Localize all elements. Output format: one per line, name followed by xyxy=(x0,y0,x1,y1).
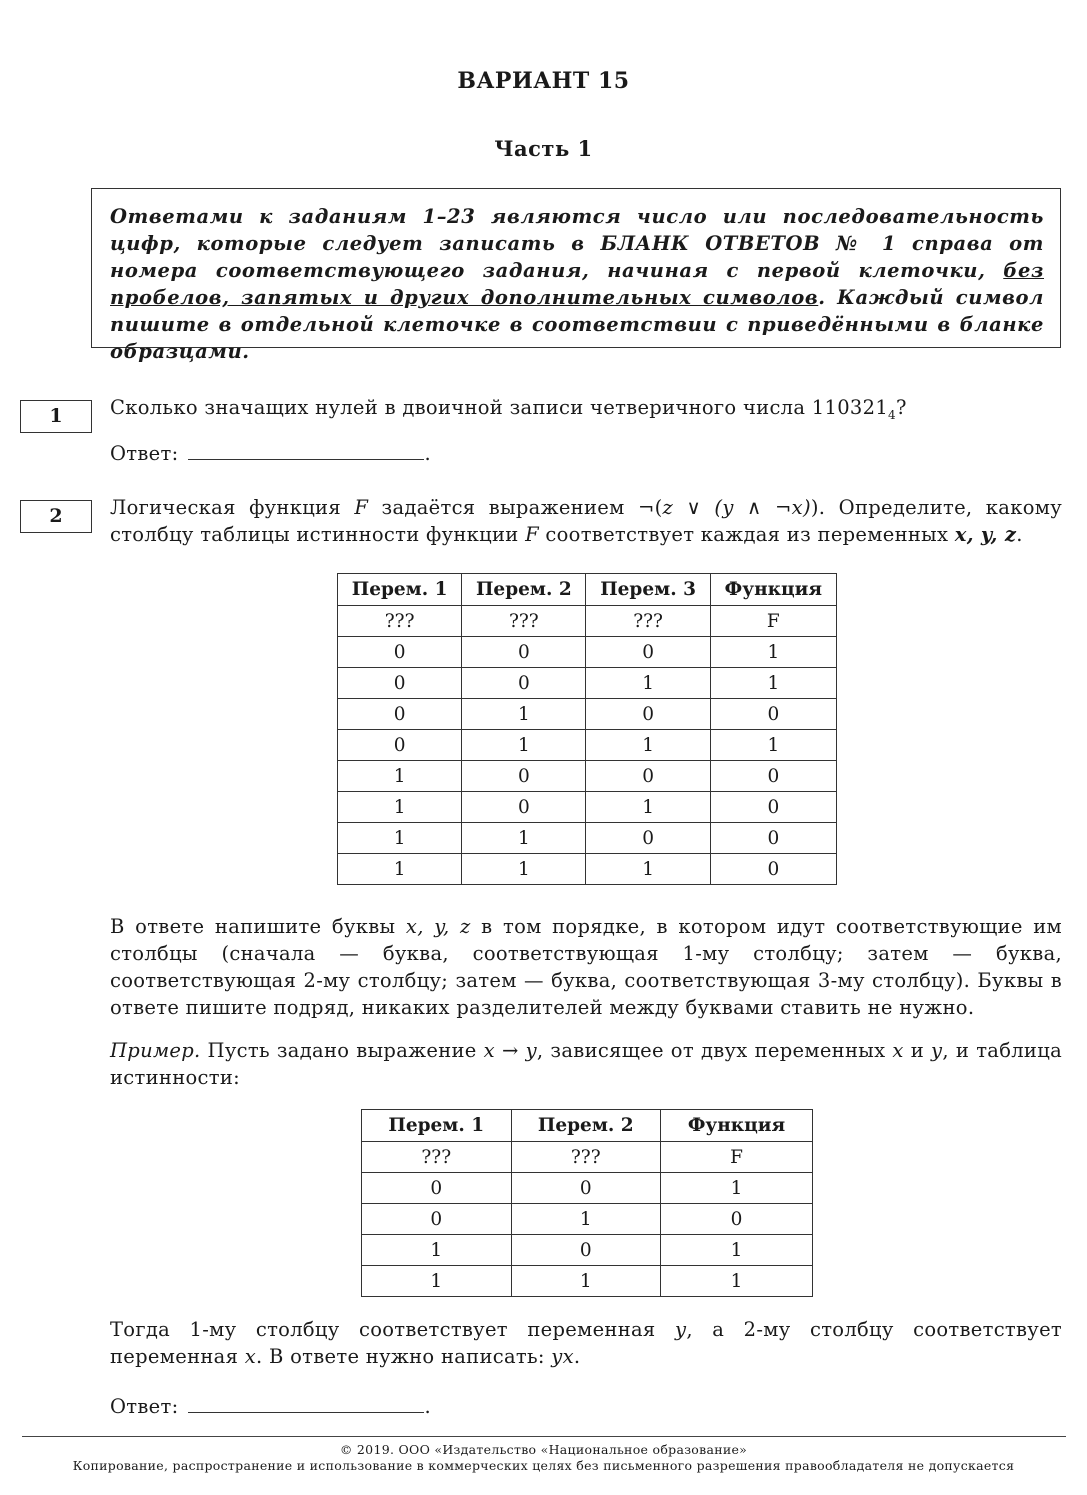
footer-notice: Копирование, распространение и использование в коммерческих целях без письменного разрешения правообладателя не допускается xyxy=(72,1458,1015,1473)
table-row xyxy=(362,1204,813,1235)
table-cell: 0 xyxy=(710,699,836,730)
table-cell: 0 xyxy=(511,1235,661,1266)
table-cell: 0 xyxy=(362,1204,512,1235)
table-cell: 0 xyxy=(338,699,462,730)
instructions-box xyxy=(91,188,1061,363)
table-cell: 0 xyxy=(462,792,586,823)
table-row xyxy=(338,792,837,823)
table-cell: 1 xyxy=(586,792,710,823)
table-header-cell: Функция xyxy=(710,574,836,606)
table-row xyxy=(338,854,837,885)
table-cell: ??? xyxy=(362,1142,512,1173)
task1-question: Сколько значащих нулей в двоичной записи четверичного числа $110321_4$? xyxy=(110,396,907,422)
table-cell: 0 xyxy=(661,1204,813,1235)
footer-divider xyxy=(22,1436,1066,1437)
task-number-1: 1 xyxy=(20,400,92,433)
table-cell: 1 xyxy=(710,668,836,699)
table-cell: 0 xyxy=(710,792,836,823)
table-cell: 0 xyxy=(586,761,710,792)
table-cell: ??? xyxy=(511,1142,661,1173)
table-cell: 0 xyxy=(710,761,836,792)
table-cell: 1 xyxy=(338,823,462,854)
task2-answer-label: Ответ: xyxy=(110,1395,179,1418)
table-cell: 0 xyxy=(586,823,710,854)
table-header-cell: Перем. 1 xyxy=(362,1110,512,1142)
table-row xyxy=(362,1235,813,1266)
table-cell: 0 xyxy=(710,854,836,885)
table-cell: 1 xyxy=(462,730,586,761)
table-cell: 1 xyxy=(338,761,462,792)
table-header-cell: Перем. 2 xyxy=(462,574,586,606)
table-header-cell: Перем. 1 xyxy=(338,574,462,606)
task2-explanation: В ответе напишите буквы x, y, z в том порядке, в котором идут соответствующие им столбцы (сначала — буква, соответствующая 1-му столбцу; затем — буква, соответствующая 2-му столбцу; затем — буква, соответствующая 3-му столбцу). Буквы в ответе пишите подряд, никаких разделителей между буквами ставить не нужно. xyxy=(110,915,1062,1019)
table-header-cell: Перем. 3 xyxy=(586,574,710,606)
table-cell: 1 xyxy=(661,1266,813,1297)
table-cell: 0 xyxy=(338,668,462,699)
table-cell: F xyxy=(661,1142,813,1173)
table-cell: 1 xyxy=(586,730,710,761)
table-row xyxy=(362,1142,813,1173)
instructions-text-b: . Каждый символ пишите в отдельной клеточке в соответствии с приведёнными в бланке образцами. xyxy=(110,286,1044,363)
table-cell: 1 xyxy=(362,1235,512,1266)
table-cell: 1 xyxy=(362,1266,512,1297)
instructions-text-a: Ответами к заданиям 1–23 являются число или последовательность цифр, которые следует записать в БЛАНК ОТВЕТОВ № 1 справа от номера соответствующего задания, начиная с первой клеточки, xyxy=(110,205,1044,282)
table-row xyxy=(338,730,837,761)
variant-title: ВАРИАНТ 15 xyxy=(457,68,630,94)
table-cell: 1 xyxy=(661,1235,813,1266)
table-cell: 1 xyxy=(462,854,586,885)
table-cell: 1 xyxy=(586,854,710,885)
task1-answer-row: Ответ: . xyxy=(110,442,431,465)
table-cell: 1 xyxy=(462,699,586,730)
footer-copyright: © 2019. ООО «Издательство «Национальное образование» xyxy=(339,1442,748,1457)
table-cell: 1 xyxy=(710,730,836,761)
table-cell: 0 xyxy=(511,1173,661,1204)
table-cell: 0 xyxy=(586,699,710,730)
table-cell: ??? xyxy=(462,606,586,637)
example-label: Пример. xyxy=(110,1039,201,1062)
task2-answer-field[interactable] xyxy=(188,1394,424,1413)
task1-answer-label: Ответ: xyxy=(110,442,179,465)
table-cell: 1 xyxy=(586,668,710,699)
example-truth-table xyxy=(361,1109,813,1297)
table-cell: 1 xyxy=(661,1173,813,1204)
table-cell: ??? xyxy=(338,606,462,637)
table-row xyxy=(338,637,837,668)
table-row xyxy=(338,606,837,637)
table-cell: ??? xyxy=(586,606,710,637)
task1-base: 4 xyxy=(888,407,896,422)
task2-question: Логическая функция F задаётся выражением ¬(z ∨ (y ∧ ¬x)). Определите, какому столбцу таблицы истинности функции F соответствует каждая из переменных x, y, z. xyxy=(110,496,1062,546)
table-cell: 0 xyxy=(710,823,836,854)
task2-answer-row: Ответ: . xyxy=(110,1395,431,1418)
table-cell: 0 xyxy=(362,1173,512,1204)
table-row xyxy=(362,1266,813,1297)
truth-table xyxy=(337,573,837,885)
task2-example: Пример. Пусть задано выражение x → y, зависящее от двух переменных x и y, и таблица истинности: xyxy=(110,1039,1062,1089)
table-row xyxy=(338,668,837,699)
table-cell: 0 xyxy=(338,637,462,668)
table-header-cell: Перем. 2 xyxy=(511,1110,661,1142)
table-cell: 1 xyxy=(710,637,836,668)
table-cell: 1 xyxy=(511,1266,661,1297)
table-cell: F xyxy=(710,606,836,637)
table-cell: 0 xyxy=(462,761,586,792)
table-cell: 1 xyxy=(462,823,586,854)
task1-answer-field[interactable] xyxy=(188,441,424,460)
table-cell: 0 xyxy=(586,637,710,668)
part-title: Часть 1 xyxy=(494,136,593,161)
table-cell: 0 xyxy=(462,637,586,668)
table-cell: 1 xyxy=(338,854,462,885)
table-row xyxy=(338,761,837,792)
table-row xyxy=(362,1173,813,1204)
table-cell: 1 xyxy=(338,792,462,823)
instructions-underlined: без пробелов, запятых и других дополнительных символов xyxy=(110,259,1044,309)
table-row xyxy=(338,699,837,730)
table-cell: 1 xyxy=(511,1204,661,1235)
table-cell: 0 xyxy=(338,730,462,761)
table-header-cell: Функция xyxy=(661,1110,813,1142)
task-number-2: 2 xyxy=(20,500,92,533)
task2-then: Тогда 1-му столбцу соответствует переменная y, а 2-му столбцу соответствует переменная x. В ответе нужно написать: yx. xyxy=(110,1318,1063,1368)
table-cell: 0 xyxy=(462,668,586,699)
table-row xyxy=(338,823,837,854)
